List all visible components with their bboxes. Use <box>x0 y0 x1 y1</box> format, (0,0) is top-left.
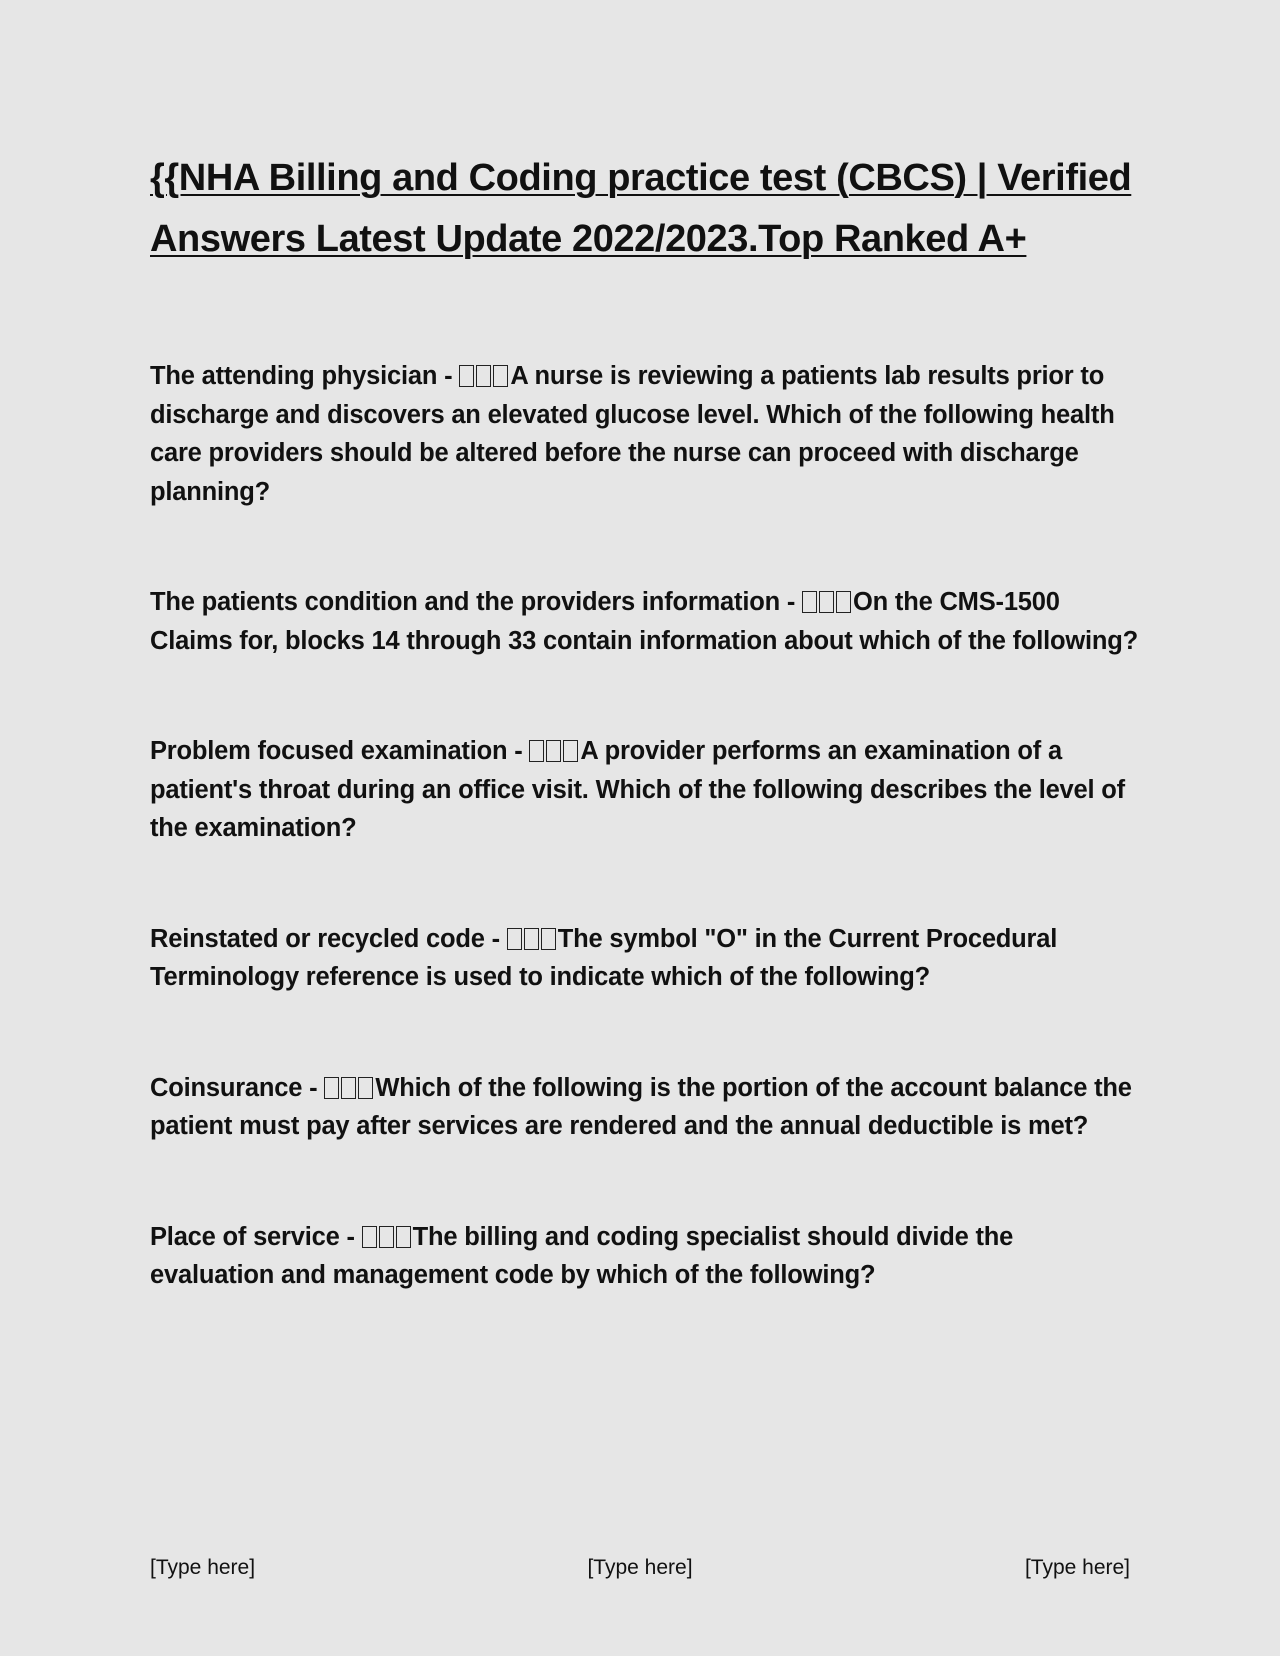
footer-right-placeholder[interactable]: [Type here] <box>1024 1556 1130 1579</box>
page-footer <box>150 1553 1130 1583</box>
question-text: The billing and coding specialist should divide the evaluation and management code by which of the following? <box>150 1222 1014 1289</box>
missing-glyph-icon <box>802 591 817 613</box>
document-title: {{NHA Billing and Coding practice test (CBCS) | Verified Answers Latest Update 2022/2023.Top Ranked A+ <box>150 157 1132 260</box>
missing-glyph-icon <box>476 365 491 387</box>
document-page <box>150 148 1140 1295</box>
missing-glyph-icon <box>358 1077 373 1099</box>
missing-glyph-icon <box>341 1077 356 1099</box>
question-text: A nurse is reviewing a patients lab results prior to discharge and discovers an elevated glucose level. Which of the following health care providers should be altered before the nurse can proceed with discharge planning? <box>150 362 1115 506</box>
missing-glyph-icon <box>507 928 522 950</box>
question-text: Which of the following is the portion of the account balance the patient must pay after services are rendered and the annual deductible is met? <box>150 1073 1132 1140</box>
answer-text: Reinstated or recycled code <box>150 924 485 953</box>
qa-item <box>150 1069 1140 1146</box>
missing-glyph-icon <box>459 365 474 387</box>
missing-glyph-icon <box>819 591 834 613</box>
qa-item <box>150 357 1140 511</box>
answer-text: The attending physician <box>150 362 438 390</box>
separator: - <box>779 588 803 616</box>
missing-glyph-icon <box>379 1226 394 1248</box>
answer-text: Problem focused examination <box>150 737 508 765</box>
missing-glyph-icon <box>529 740 544 762</box>
separator: - <box>507 737 530 765</box>
answer-text: The patients condition and the providers information <box>150 588 780 616</box>
separator: - <box>484 924 507 953</box>
question-text: On the CMS-1500 Claims for, blocks 14 through 33 contain information about which of the following? <box>150 588 1139 655</box>
missing-glyph-icon <box>396 1226 411 1248</box>
question-text: A provider performs an examination of a patient's throat during an office visit. Which of the following describes the level of the examination? <box>150 737 1125 842</box>
missing-glyph-icon <box>362 1226 377 1248</box>
qa-item <box>150 920 1140 997</box>
separator: - <box>339 1222 362 1251</box>
missing-glyph-icon <box>524 928 539 950</box>
separator: - <box>437 362 460 390</box>
question-text: The symbol "O" in the Current Procedural Terminology reference is used to indicate which of the following? <box>150 924 1058 991</box>
missing-glyph-icon <box>546 740 561 762</box>
missing-glyph-icon <box>493 365 508 387</box>
missing-glyph-icon <box>541 928 556 950</box>
missing-glyph-icon <box>324 1077 339 1099</box>
missing-glyph-icon <box>563 740 578 762</box>
answer-text: Place of service <box>150 1222 340 1251</box>
qa-item <box>150 1218 1140 1295</box>
missing-glyph-icon <box>836 591 851 613</box>
answer-text: Coinsurance <box>150 1073 303 1102</box>
qa-item <box>150 732 1140 848</box>
footer-left-placeholder[interactable]: [Type here] <box>150 1556 256 1579</box>
qa-item <box>150 583 1140 660</box>
footer-center-placeholder[interactable]: [Type here] <box>587 1556 693 1579</box>
separator: - <box>302 1073 325 1102</box>
